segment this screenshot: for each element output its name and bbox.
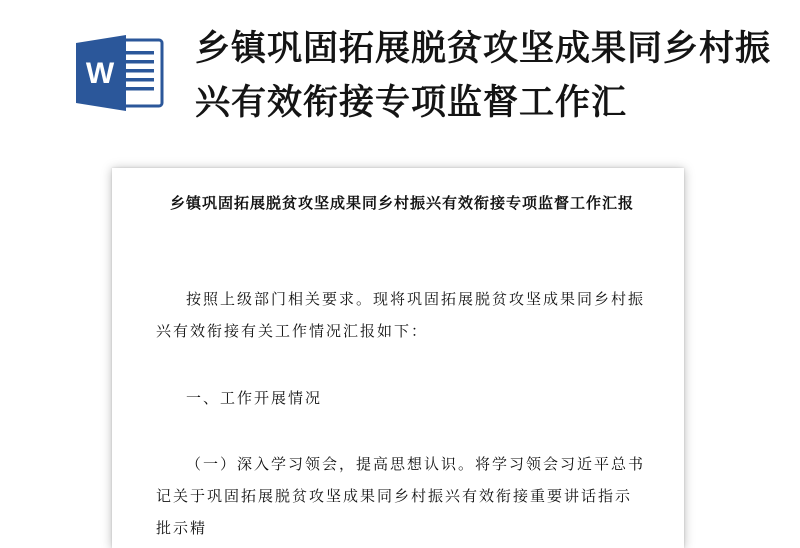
page-title: 乡镇巩固拓展脱贫攻坚成果同乡村振兴有效衔接专项监督工作汇 bbox=[195, 29, 772, 123]
header bbox=[0, 0, 800, 140]
paragraph-study bbox=[156, 448, 646, 544]
paragraph-intro-text: 按照上级部门相关要求。现将巩固拓展脱贫攻坚成果同乡村振兴有效衔接有关工作情况汇报如下： bbox=[156, 290, 646, 340]
document-title: 乡镇巩固拓展脱贫攻坚成果同乡村振兴有效衔接专项监督工作汇报 bbox=[169, 194, 634, 212]
section-heading-text: 一、工作开展情况 bbox=[186, 389, 323, 407]
paragraph-study-text: （一）深入学习领会，提高思想认识。将学习领会习近平总书记关于巩固拓展脱贫攻坚成果同乡村振兴有效衔接重要讲话指示批示精 bbox=[156, 455, 646, 537]
word-icon bbox=[74, 32, 166, 114]
section-heading bbox=[156, 382, 646, 414]
paragraph-intro bbox=[156, 283, 646, 347]
word-icon-letter: W bbox=[85, 57, 115, 90]
document-page bbox=[112, 168, 684, 548]
